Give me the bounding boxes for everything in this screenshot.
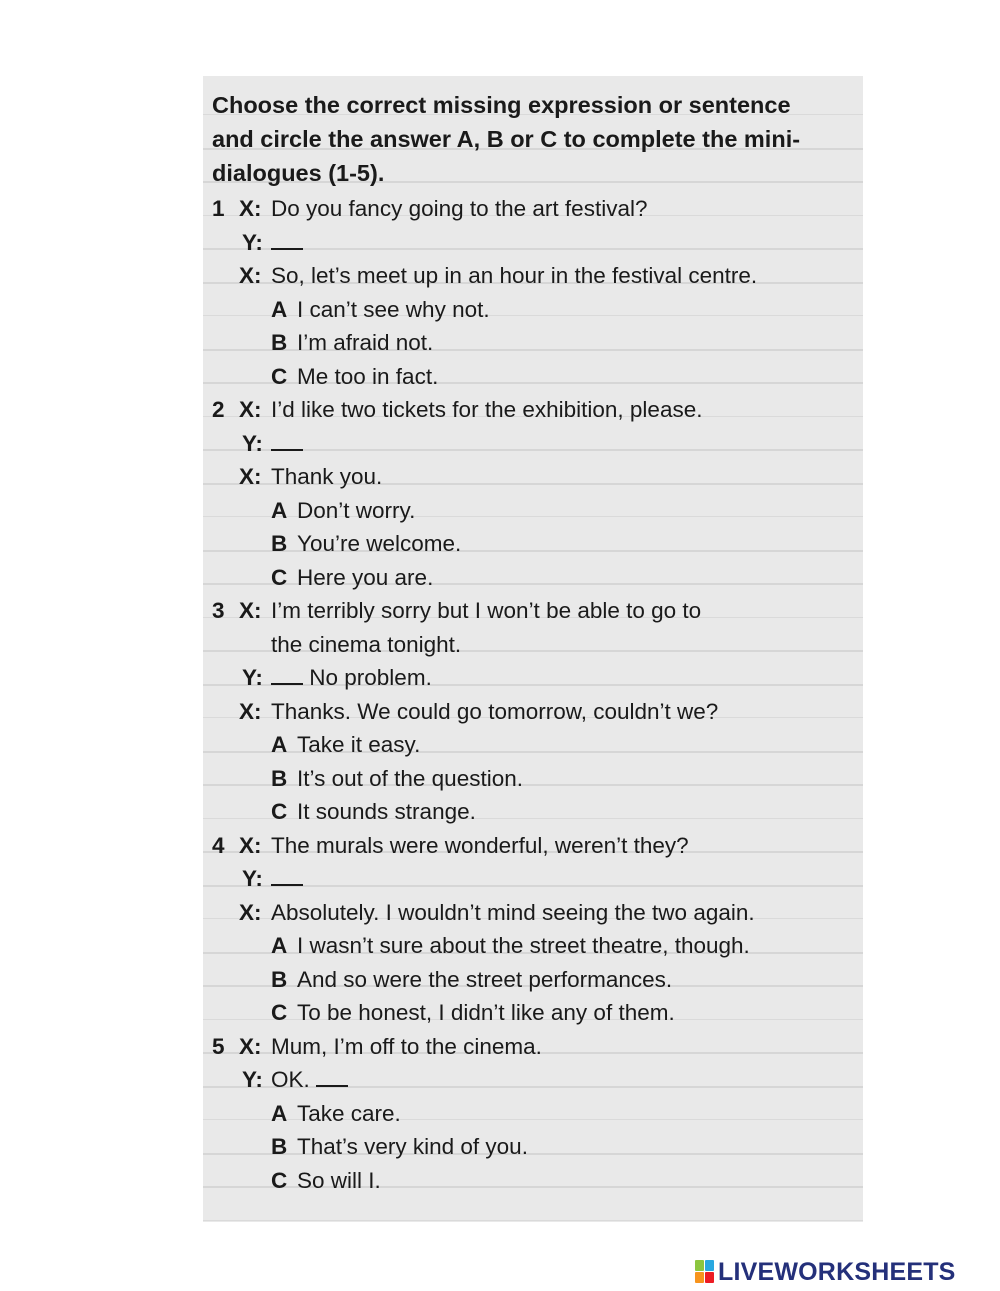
- option-text: It’s out of the question.: [297, 765, 523, 791]
- dialogue-line: [212, 661, 852, 695]
- answer-option-b[interactable]: [271, 326, 863, 360]
- option-letter: C: [271, 1167, 288, 1193]
- utterance-text: So, let’s meet up in an hour in the festival centre.: [271, 263, 758, 288]
- speaker-label: X:: [239, 832, 262, 858]
- utterance: [271, 460, 382, 494]
- speaker-label: X:: [239, 1033, 262, 1059]
- answer-option-b[interactable]: [271, 762, 863, 796]
- question-number: 1: [212, 196, 225, 221]
- dialogue-line: [212, 695, 852, 729]
- speaker-label: Y:: [242, 430, 263, 456]
- speaker-label: X:: [239, 397, 262, 422]
- option-text: Me too in fact.: [297, 363, 439, 389]
- option-text: It sounds strange.: [297, 799, 476, 824]
- utterance-text: The murals were wonderful, weren’t they?: [271, 832, 689, 858]
- dialogue-line: [212, 259, 852, 293]
- utterance: [271, 661, 432, 695]
- utterance-text: Thanks. We could go tomorrow, couldn’t we?: [271, 698, 719, 724]
- utterance-text: Mum, I’m off to the cinema.: [271, 1033, 542, 1059]
- answer-blank: [271, 431, 303, 451]
- question-1: [212, 192, 852, 393]
- option-letter: C: [271, 799, 288, 824]
- answer-option-b[interactable]: [271, 963, 863, 997]
- option-text: I wasn’t sure about the street theatre, though.: [297, 933, 750, 958]
- utterance-text: the cinema tonight.: [271, 631, 462, 657]
- utterance-text: I’m terribly sorry but I won’t be able to go to: [271, 598, 702, 623]
- option-letter: B: [271, 765, 288, 791]
- answer-option-b[interactable]: [271, 527, 863, 561]
- dialogue-line: [212, 896, 852, 930]
- option-letter: B: [271, 1134, 288, 1159]
- speaker-label: Y:: [242, 229, 263, 255]
- utterance: [271, 192, 647, 226]
- option-text: I can’t see why not.: [297, 296, 490, 322]
- dialogue-line: [212, 393, 852, 427]
- utterance: [271, 862, 303, 896]
- utterance: [271, 695, 718, 729]
- speaker-label: X:: [239, 899, 262, 925]
- option-letter: A: [271, 296, 288, 322]
- speaker-label: Y:: [242, 1067, 263, 1092]
- instruction-line-3: dialogues (1-5).: [212, 160, 385, 186]
- worksheet-scan: [203, 76, 863, 1222]
- dialogue-line: [212, 427, 852, 461]
- utterance-text: Thank you.: [271, 464, 383, 489]
- utterance: [271, 427, 303, 461]
- speaker-label: X:: [239, 263, 262, 288]
- dialogue-line: [212, 862, 852, 896]
- utterance: [271, 829, 689, 863]
- utterance: [271, 1063, 348, 1097]
- answer-option-c[interactable]: [271, 795, 863, 829]
- answer-option-b[interactable]: [271, 1130, 863, 1164]
- option-text: Don’t worry.: [297, 497, 416, 523]
- utterance: [271, 594, 701, 628]
- option-letter: A: [271, 497, 288, 523]
- instruction-line-2: and circle the answer A, B or C to complete the mini-: [212, 126, 801, 152]
- utterance-text: OK.: [271, 1067, 310, 1092]
- option-text: That’s very kind of you.: [297, 1134, 528, 1159]
- dialogue-line: [212, 460, 852, 494]
- option-text: Here you are.: [297, 564, 434, 590]
- question-2: [212, 393, 852, 594]
- dialogue-line: [212, 1063, 852, 1097]
- question-number: 5: [212, 1033, 225, 1059]
- option-text: I’m afraid not.: [297, 330, 434, 355]
- question-3: [212, 594, 852, 829]
- worksheet-content: [212, 88, 852, 1197]
- option-letter: B: [271, 531, 288, 556]
- answer-blank: [271, 866, 303, 886]
- question-5: [212, 1030, 852, 1198]
- option-text: And so were the street performances.: [297, 966, 673, 992]
- instruction: [212, 88, 852, 190]
- option-text: Take it easy.: [297, 732, 421, 757]
- answer-blank: [316, 1067, 348, 1087]
- answer-option-a[interactable]: [271, 293, 863, 327]
- utterance: [271, 628, 461, 662]
- utterance-text: I’d like two tickets for the exhibition, please.: [271, 397, 703, 422]
- dialogue-line: [212, 829, 852, 863]
- speaker-label: X:: [239, 698, 262, 724]
- dialogue-line: [212, 594, 852, 628]
- speaker-label: X:: [239, 196, 262, 221]
- option-letter: A: [271, 933, 288, 958]
- dialogue-line: [212, 628, 852, 662]
- speaker-label: X:: [239, 598, 262, 623]
- speaker-label: Y:: [242, 665, 263, 690]
- option-text: Take care.: [297, 1100, 401, 1126]
- utterance: [271, 1030, 542, 1064]
- option-letter: A: [271, 1100, 288, 1126]
- answer-blank: [271, 230, 303, 250]
- option-text: So will I.: [297, 1167, 381, 1193]
- answer-option-a[interactable]: [271, 1097, 863, 1131]
- question-4: [212, 829, 852, 1030]
- answer-option-a[interactable]: [271, 929, 863, 963]
- dialogue-line: [212, 226, 852, 260]
- answer-option-c[interactable]: [271, 561, 863, 595]
- option-text: You’re welcome.: [297, 531, 462, 556]
- utterance: [271, 896, 755, 930]
- option-letter: B: [271, 966, 288, 992]
- dialogue-line: [212, 192, 852, 226]
- speaker-label: X:: [239, 464, 262, 489]
- answer-blank: [271, 665, 303, 685]
- answer-option-a[interactable]: [271, 728, 863, 762]
- option-letter: A: [271, 732, 288, 757]
- utterance: [271, 393, 702, 427]
- utterance: [271, 226, 303, 260]
- option-letter: C: [271, 564, 288, 590]
- utterance-text: No problem.: [309, 665, 432, 690]
- option-letter: B: [271, 330, 288, 355]
- answer-option-c[interactable]: [271, 996, 863, 1030]
- question-number: 3: [212, 598, 225, 623]
- speaker-label: Y:: [242, 866, 263, 891]
- liveworksheets-logo-text: LIVEWORKSHEETS: [718, 1257, 956, 1286]
- answer-option-a[interactable]: [271, 494, 863, 528]
- utterance: [271, 259, 757, 293]
- question-number: 2: [212, 397, 225, 422]
- question-list: [212, 192, 852, 1197]
- liveworksheets-logo-icon: [695, 1260, 715, 1284]
- dialogue-line: [212, 1030, 852, 1064]
- bleed-through-line: [203, 1220, 863, 1221]
- instruction-line-1: Choose the correct missing expression or sentence: [212, 92, 791, 118]
- option-text: To be honest, I didn’t like any of them.: [297, 1000, 675, 1025]
- option-letter: C: [271, 1000, 288, 1025]
- answer-option-c[interactable]: [271, 360, 863, 394]
- option-letter: C: [271, 363, 288, 389]
- utterance-text: Do you fancy going to the art festival?: [271, 196, 648, 221]
- utterance-text: Absolutely. I wouldn’t mind seeing the two again.: [271, 899, 755, 925]
- answer-option-c[interactable]: [271, 1164, 863, 1198]
- liveworksheets-logo: [695, 1257, 956, 1287]
- question-number: 4: [212, 832, 225, 858]
